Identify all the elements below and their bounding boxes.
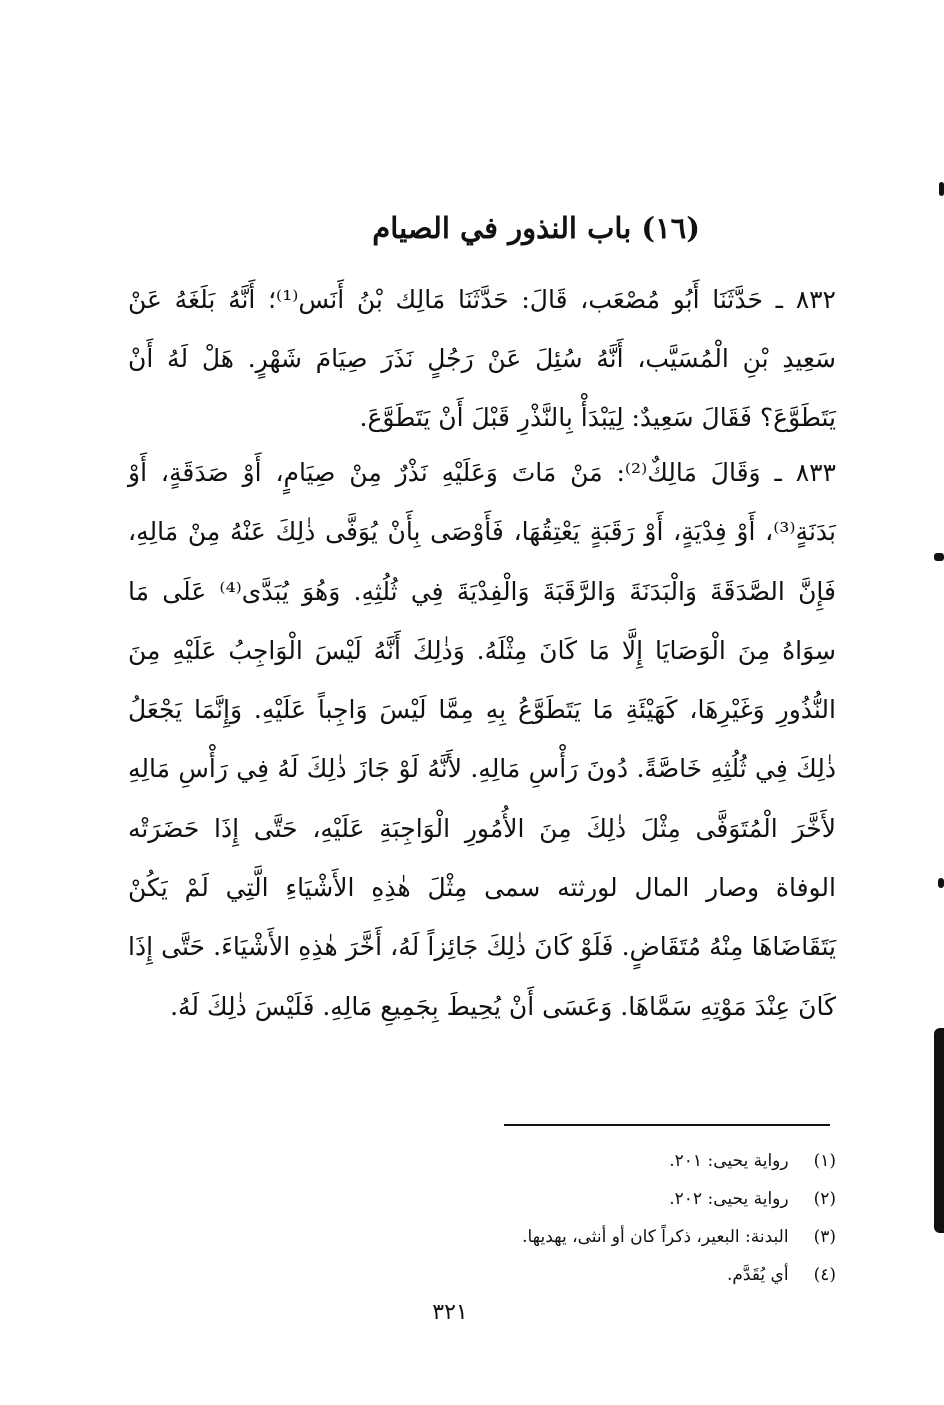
scan-artifact [938, 878, 944, 888]
footnote-number: (٢) [813, 1189, 836, 1209]
footnote-text: البدنة: البعير، ذكراً كان أو أنثى، يهديها. [522, 1227, 789, 1247]
footnote-item [300, 1222, 836, 1260]
footnote-text: أي يُقَدَّم. [726, 1265, 789, 1285]
footnotes [300, 1146, 836, 1298]
page-number: ٣٢١ [432, 1300, 468, 1325]
footnote-item [300, 1184, 836, 1222]
footnote-number: (٤) [813, 1265, 836, 1285]
footnote-divider [504, 1124, 830, 1126]
hadith-paragraph-833: ٨٣٣ ـ وَقَالَ مَالِكٌ⁽²⁾: مَنْ مَاتَ وَعَلَيْهِ نَذْرٌ مِنْ صِيَامٍ، أَوْ صَدَقَةٍ، أَوْ بَدَنَةٍ⁽³⁾، أَوْ فِدْيَةٍ، أَوْ رَقَبَةٍ يَعْتِقُهَا، فَأَوْصَى بِأَنْ يُوَفَّى ذٰلِكَ عَنْهُ مِنْ مَالِهِ، فَإِنَّ الصَّدَقَةَ وَالْبَدَنَةَ وَالرَّقَبَةَ وَالْفِدْيَةَ فِي ثُلُثِهِ. وَهُوَ يُبَدَّى⁽⁴⁾ عَلَى مَا سِوَاهُ مِنَ الْوَصَايَا إِلَّا مَا كَانَ مِثْلَهُ. وَذٰلِكَ أَنَّهُ لَيْسَ الْوَاجِبُ عَلَيْهِ مِنَ النُّذُورِ وَغَيْرِهَا، كَهَيْئَةِ مَا يَتَطَوَّعُ بِهِ مِمَّا لَيْسَ وَاجِباً عَلَيْهِ. وَإِنَّمَا يَجْعَلُ ذٰلِكَ فِي ثُلُثِهِ خَاصَّةً. دُونَ رَأْسِ مَالِهِ. لأَنَّهُ لَوْ جَازَ ذٰلِكَ لَهُ فِي رَأْسِ مَالِهِ لأَخَّرَ الْمُتَوَفَّى مِثْلَ ذٰلِكَ مِنَ الأُمُورِ الْوَاجِبَةِ عَلَيْهِ، حَتَّى إِذَا حَضَرَتْه الوفاة وصار المال لورثته سمى مِثْلَ هٰذِهِ الأَشْيَاءِ الَّتِي لَمْ يَكُنْ يَتَقَاضَاهَا مِنْهُ مُتَقَاضٍ. فَلَوْ كَانَ ذٰلِكَ جَائِزاً لَهُ، أَخَّرَ هٰذِهِ الأَشْيَاءَ. حَتَّى إِذَا كَانَ عِنْدَ مَوْتِهِ سَمَّاهَا. وَعَسَى أَنْ يُحِيطَ بِجَمِيعِ مَالِهِ. فَلَيْسَ ذٰلِكَ لَهُ. [128, 458, 836, 1021]
footnote-item [300, 1260, 836, 1298]
footnote-text: رواية يحيى: ٢٠٢. [669, 1189, 789, 1209]
scan-artifact [934, 1028, 944, 1233]
footnote-number: (١) [813, 1151, 836, 1171]
scan-artifact [934, 553, 944, 561]
footnote-item [300, 1146, 836, 1184]
footnote-number: (٣) [813, 1227, 836, 1247]
scan-artifact [939, 182, 944, 196]
chapter-heading: (١٦) باب النذور في الصيام [372, 211, 700, 245]
hadith-paragraph-832: ٨٣٢ ـ حَدَّثَنَا أَبُو مُصْعَب، قَالَ: حَدَّثَنَا مَالِك بْنُ أَنَس⁽¹⁾؛ أَنَّهُ بَلَغَهُ عَنْ سَعِيدِ بْنِ الْمُسَيَّب، أَنَّهُ سُئِلَ عَنْ رَجُلٍ نَذَرَ صِيَامَ شَهْرٍ. هَلْ لَهُ أَنْ يَتَطَوَّعَ؟ فَقَالَ سَعِيدٌ: لِيَبْدَأْ بِالنَّذْرِ قَبْلَ أَنْ يَتَطَوَّعَ. [128, 285, 836, 432]
footnote-text: رواية يحيى: ٢٠١. [669, 1151, 789, 1171]
